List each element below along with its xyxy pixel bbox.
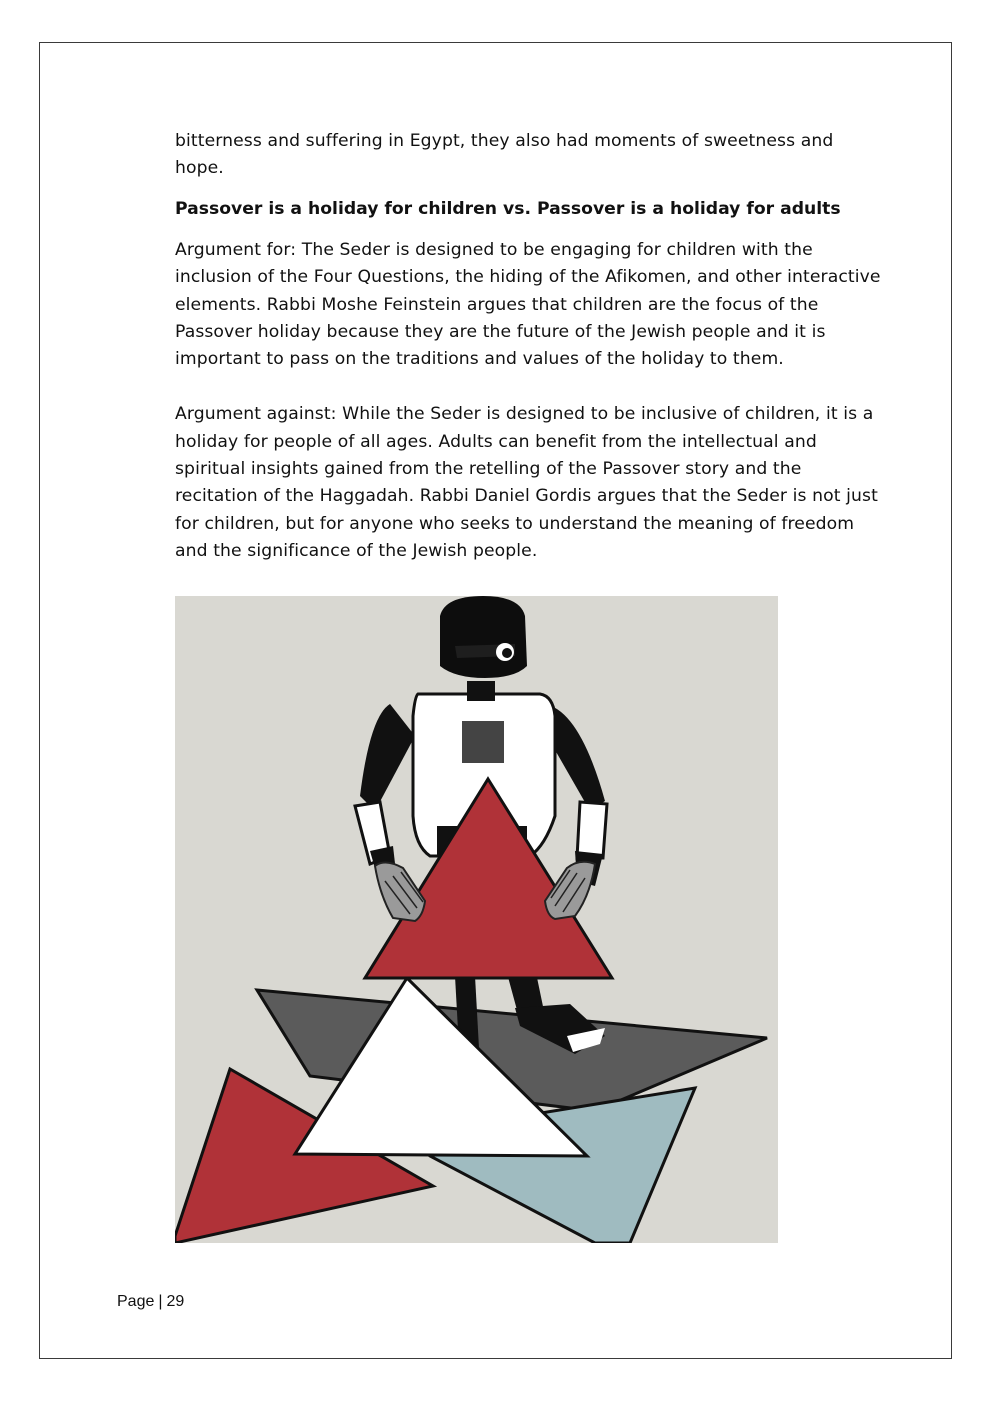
argument-against-paragraph: Argument against: While the Seder is designed to be inclusive of children, it is a holiday for people of all ages. Adults can benefit from the intellectual and spiritual insights gained from the retelling of the Passover story and the recitation of the Haggadah. Rabbi Daniel Gordis argues that the Seder is not just for children, but for anyone who seeks to understand the meaning of freedom and the significance of the Jewish people. bbox=[175, 404, 878, 562]
paragraph-spacer bbox=[175, 374, 885, 401]
page-separator: | bbox=[158, 1293, 163, 1310]
page-number: 29 bbox=[166, 1293, 185, 1310]
robot-head bbox=[440, 596, 527, 678]
page-footer bbox=[117, 1293, 184, 1311]
intro-paragraph-tail: bitterness and suffering in Egypt, they also had moments of sweetness and hope. bbox=[175, 131, 834, 179]
robot-neck bbox=[467, 681, 495, 701]
robot-right-forearm bbox=[577, 802, 607, 858]
page-content bbox=[175, 128, 885, 566]
robot-triangles-illustration bbox=[175, 596, 778, 1243]
page-label: Page bbox=[117, 1293, 155, 1310]
argument-for-paragraph: Argument for: The Seder is designed to be engaging for children with the inclusion of the Four Questions, the hiding of the Afikomen, and other interactive elements. Rabbi Moshe Feinstein argues that children are the focus of the Passover holiday because they are the future of the Jewish people and it is important to pass on the traditions and values of the holiday to them. bbox=[175, 239, 881, 370]
robot-pupil bbox=[502, 648, 512, 658]
robot-chest-panel bbox=[462, 721, 504, 763]
section-heading: Passover is a holiday for children vs. Passover is a holiday for adults bbox=[175, 198, 841, 219]
